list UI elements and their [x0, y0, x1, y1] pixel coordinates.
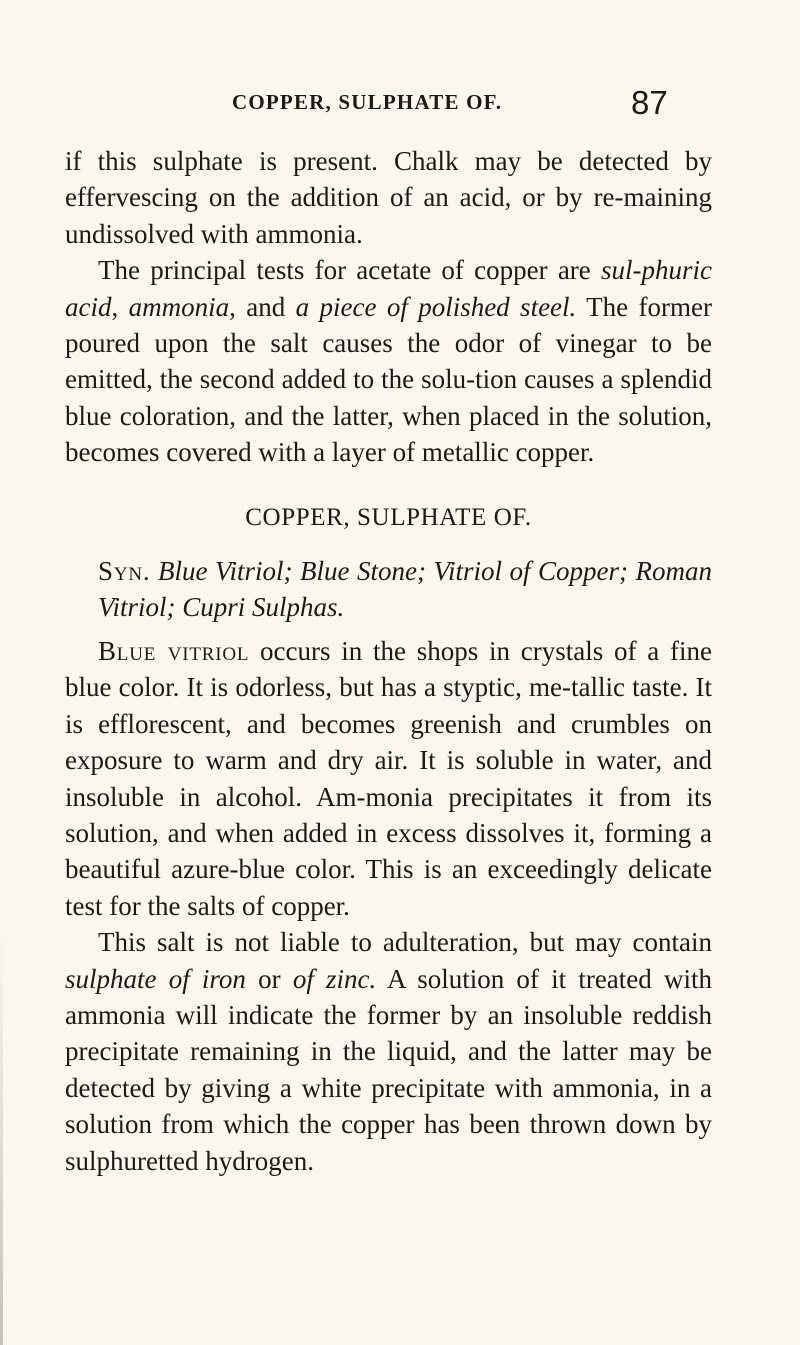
term-ammonia: ammonia	[128, 291, 230, 322]
syn-label: Syn.	[98, 556, 151, 587]
page-body	[65, 143, 712, 1179]
paragraph-continued: if this sulphate is present. Chalk may be detected by effervescing on the addition of an acid, or by re-maining undissolved with ammonia.	[65, 146, 712, 249]
paragraph-adulteration: This salt is not liable to adulteration, but may contain sulphate of iron or of zinc. A solution of it treated with ammonia will indicate the former by an insoluble reddish precipitate remaining in the liquid, and the latter may be detected by giving a white precipitate with ammonia, in a solution from which the copper has been thrown down by sulphuretted hydrogen.	[65, 927, 712, 1176]
paragraph-blue-vitriol: Blue vitriol occurs in the shops in crystals of a fine blue color. It is odorless, but has a styptic, me-tallic taste. It is efflorescent, and becomes greenish and crumbles on exposure to warm and dry air. It is soluble in water, and insoluble in alcohol. Am-monia precipitates it from its solution, and when added in excess dissolves it, forming a beautiful azure-blue color. This is an exceedingly delicate test for the salts of copper.	[65, 635, 712, 921]
syn-text: Blue Vitriol; Blue Stone; Vitriol of Copper; Roman Vitriol; Cupri Sulphas.	[98, 556, 713, 623]
lead-term: Blue vitriol	[98, 635, 250, 666]
section-title: COPPER, SULPHATE OF.	[245, 503, 532, 531]
page-edge-shadow	[0, 930, 3, 1345]
term-sulphuric-acid: sul-phuric acid	[65, 255, 712, 322]
term-sulphate-of-iron: sulphate of iron	[65, 963, 246, 994]
paragraph-acetate-tests: The principal tests for acetate of copper are sul-phuric acid, ammonia, and a piece of polished steel. The former poured upon the salt causes the odor of vinegar to be emitted, the second added to the solu-tion causes a splendid blue coloration, and the latter, when placed in the solution, becomes covered with a layer of metallic copper.	[65, 255, 712, 468]
term-of-zinc: of zinc.	[292, 963, 377, 994]
term-polished-steel: a piece of polished steel.	[295, 291, 577, 322]
synonyms	[65, 553, 712, 626]
running-title: COPPER, SULPHATE OF.	[232, 90, 503, 114]
page-number: 87	[631, 84, 668, 121]
